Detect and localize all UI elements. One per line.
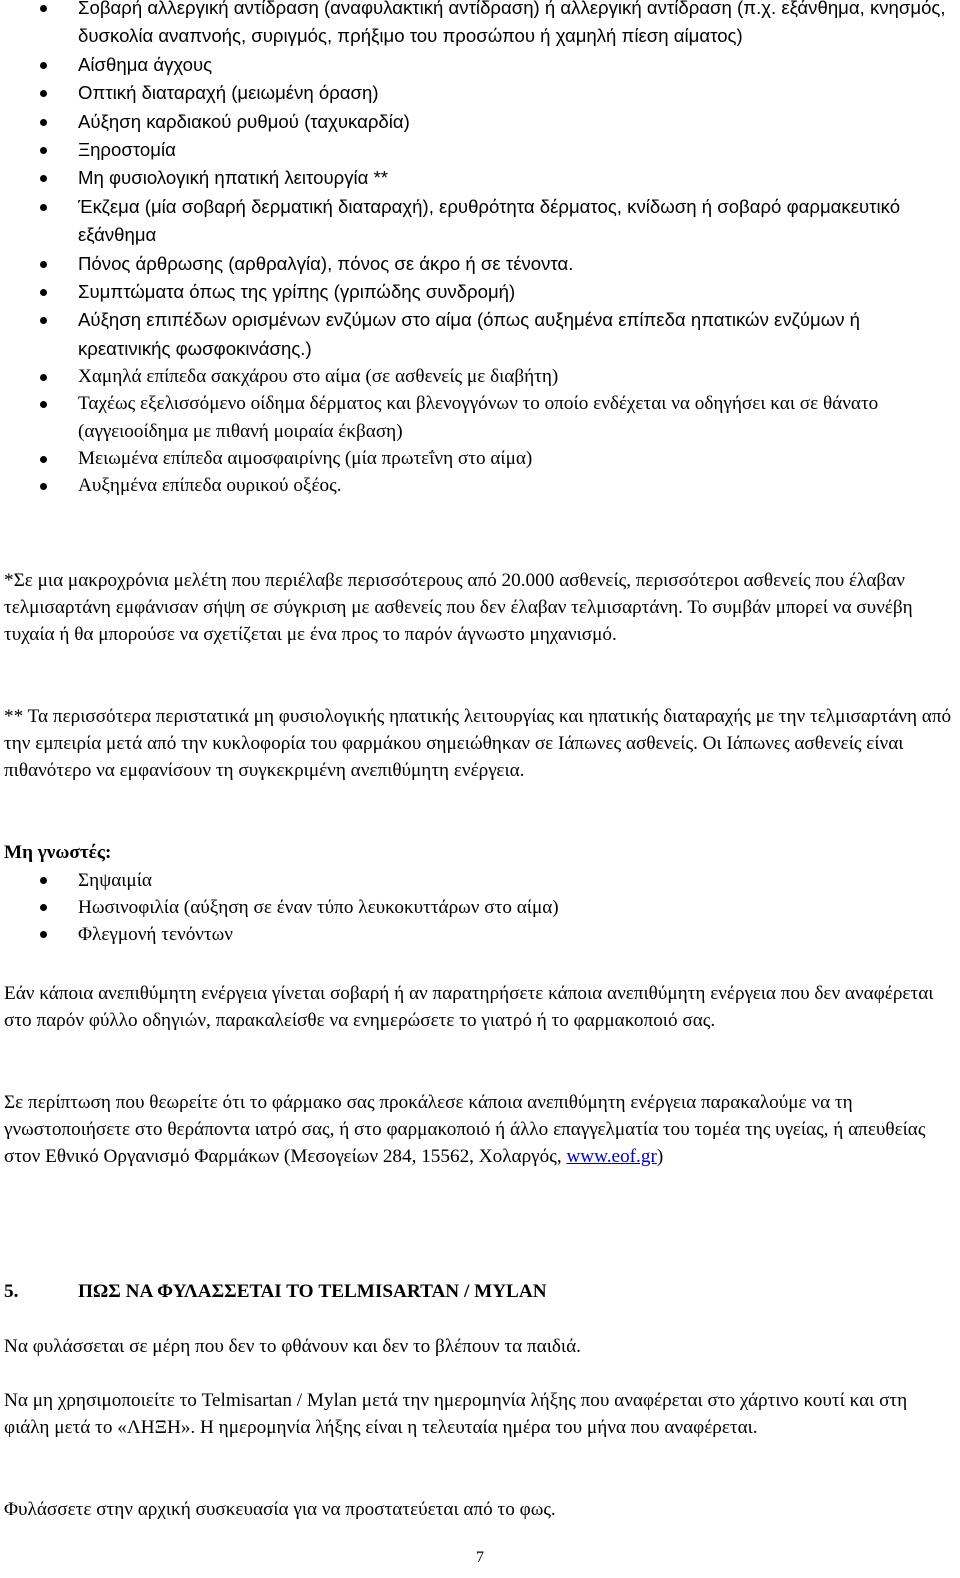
page-number: 7: [476, 1549, 484, 1566]
list-item: Φλεγμονή τενόντων: [0, 921, 960, 948]
list-item: Πόνος άρθρωσης (αρθραλγία), πόνος σε άκρο ή σε τένοντα.: [0, 250, 960, 278]
list-item: Αύξηση καρδιακού ρυθμού (ταχυκαρδία): [0, 108, 960, 136]
section-heading: [4, 1278, 954, 1305]
notify-paragraph: Σε περίπτωση που θεωρείτε ότι το φάρμακο σας προκάλεσε κάποια ανεπιθύμητη ενέργεια παρακαλούμε να τη γνωστοποιήσετε στο θεράποντα ιατρό σας, ή στο φαρμακοποιό ή άλλο επαγγελματία του τομέα της υγείας, ή απευθείας στον Εθνικό Οργανισμό Φαρμάκων (Μεσογείων 284, 15562, Χολαργός, www.eof.gr): [4, 1092, 926, 1168]
unknown-frequency-list: [0, 867, 960, 949]
eof-link[interactable]: www.eof.gr: [566, 1146, 657, 1168]
bullet-icon: [40, 62, 47, 69]
bullet-icon: [40, 261, 47, 268]
bullet-icon: [40, 374, 47, 381]
list-item: Σοβαρή αλλεργική αντίδραση (αναφυλακτική αντίδραση) ή αλλεργική αντίδραση (π.χ. εξάνθημα, κνησμός, δυσκολία αναπνοής, συριγμός, πρήξιμο του προσώπου ή χαμηλή πίεση αίματος): [0, 0, 960, 51]
bullet-icon: [40, 147, 47, 154]
list-item: Αυξημένα επίπεδα ουρικού οξέος.: [0, 472, 960, 499]
bullet-icon: [40, 175, 47, 182]
bullet-icon: [40, 204, 47, 211]
bullet-icon: [40, 119, 47, 126]
list-item: Αύξηση επιπέδων ορισμένων ενζύμων στο αίμα (όπως αυξημένα επίπεδα ηπατικών ενζύμων ή κρεατινικής φωσφοκινάσης.): [0, 306, 960, 363]
report-paragraph: Εάν κάποια ανεπιθύμητη ενέργεια γίνεται σοβαρή ή αν παρατηρήσετε κάποια ανεπιθύμητη ενέργεια που δεν αναφέρεται στο παρόν φύλλο οδηγιών, παρακαλείσθε να ενημερώσετε το γιατρό ή το φαρμακοποιό σας.: [4, 983, 934, 1032]
unknown-frequency-heading: Μη γνωστές:: [4, 842, 112, 863]
storage-paragraph: Φυλάσσετε στην αρχική συσκευασία για να προστατεύεται από το φως.: [4, 1499, 556, 1520]
list-item: Χαμηλά επίπεδα σακχάρου στο αίμα (σε ασθενείς με διαβήτη): [0, 363, 960, 390]
bullet-icon: [40, 456, 47, 463]
list-item: Ξηροστομία: [0, 136, 960, 164]
list-item: Ηωσινοφιλία (αύξηση σε έναν τύπο λευκοκυττάρων στο αίμα): [0, 894, 960, 921]
list-item: Ταχέως εξελισσόμενο οίδημα δέρματος και βλενογγόνων το οποίο ενδέχεται να οδηγήσει και σε θάνατο (αγγειοοίδημα με πιθανή μοιραία έκβαση): [0, 390, 960, 444]
list-item: Μειωμένα επίπεδα αιμοσφαιρίνης (μία πρωτεΐνη στο αίμα): [0, 445, 960, 472]
section-title: ΠΩΣ ΝΑ ΦΥΛΑΣΣΕΤΑΙ ΤΟ TELMISARTAN / MYLAN: [78, 1281, 547, 1302]
list-item: Αίσθημα άγχους: [0, 51, 960, 79]
storage-paragraph: Να μη χρησιμοποιείτε το Telmisartan / Mylan μετά την ημερομηνία λήξης που αναφέρεται στο χάρτινο κουτί και στη φιάλη μετά το «ΛΗΞΗ». Η ημερομηνία λήξης είναι η τελευταία ημέρα του μήνα που αναφέρεται.: [4, 1390, 908, 1439]
storage-paragraph: Να φυλάσσεται σε μέρη που δεν το φθάνουν και δεν το βλέπουν τα παιδιά.: [4, 1336, 581, 1357]
section-number: 5.: [4, 1281, 19, 1302]
list-item: Σηψαιμία: [0, 867, 960, 894]
list-item: Οπτική διαταραχή (μειωμένη όραση): [0, 79, 960, 107]
list-item: Συμπτώματα όπως της γρίπης (γριπώδης συνδρομή): [0, 278, 960, 306]
bullet-icon: [40, 931, 47, 938]
bullet-icon: [40, 317, 47, 324]
bullet-icon: [40, 289, 47, 296]
sepsis-note: *Σε μια μακροχρόνια μελέτη που περιέλαβε περισσότερους από 20.000 ασθενείς, περισσότεροι ασθενείς που έλαβαν τελμισαρτάνη εμφάνισαν σήψη σε σύγκριση με ασθενείς που δεν έλαβαν τελμισαρτάνη. Το συμβάν μπορεί να συνέβη τυχαία ή θα μπορούσε να σχετίζεται με ένα προς το παρόν άγνωστο μηχανισμό.: [4, 570, 913, 646]
bullet-icon: [40, 904, 47, 911]
bullet-icon: [40, 5, 47, 12]
list-item: Έκζεμα (μία σοβαρή δερματική διαταραχή), ερυθρότητα δέρματος, κνίδωση ή σοβαρό φαρμακευτικό εξάνθημα: [0, 193, 960, 250]
liver-note: ** Τα περισσότερα περιστατικά μη φυσιολογικής ηπατικής λειτουργίας και ηπατικής διαταραχής με την τελμισαρτάνη από την εμπειρία μετά από την κυκλοφορία του φαρμάκου σημειώθηκαν σε Ιάπωνες ασθενείς. Οι Ιάπωνες ασθενείς είναι πιθανότερο να εμφανίσουν τη συγκεκριμένη ανεπιθύμητη ενέργεια.: [4, 706, 952, 782]
bullet-icon: [40, 401, 47, 408]
side-effects-list: [0, 0, 960, 499]
bullet-icon: [40, 877, 47, 884]
list-item: Μη φυσιολογική ηπατική λειτουργία **: [0, 164, 960, 192]
bullet-icon: [40, 90, 47, 97]
bullet-icon: [40, 483, 47, 490]
